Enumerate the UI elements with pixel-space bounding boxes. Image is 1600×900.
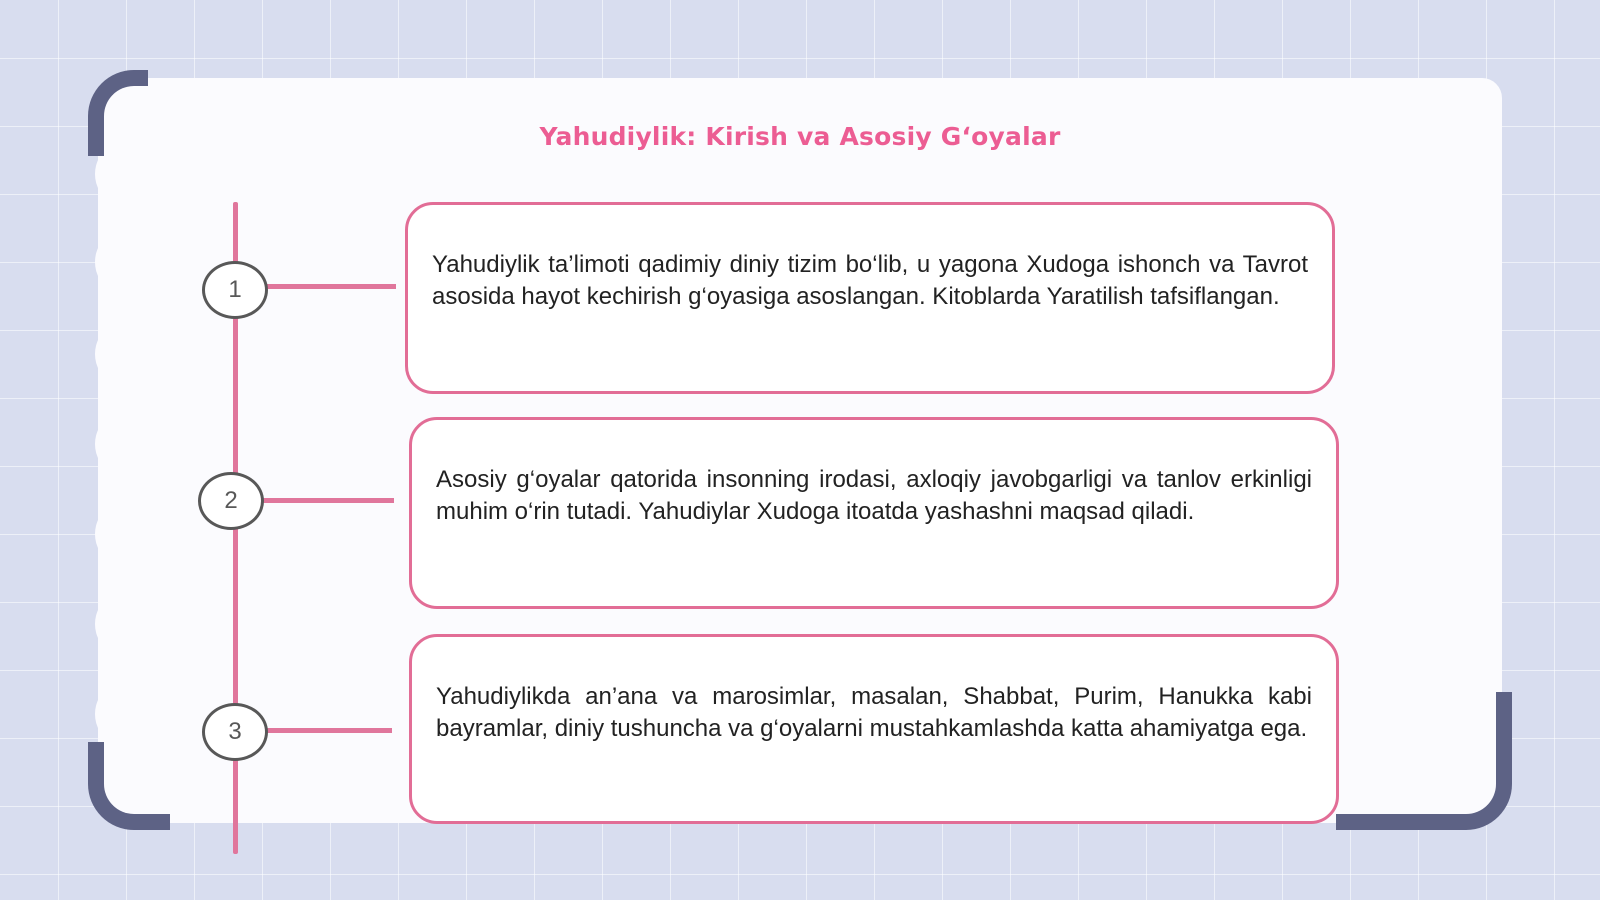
scallop-edge	[95, 238, 127, 286]
timeline-connector	[262, 498, 394, 503]
scallop-edge	[95, 600, 127, 648]
scallop-edge	[95, 150, 127, 198]
scallop-edge	[95, 330, 127, 378]
scallop-edge	[95, 690, 127, 738]
corner-bracket-bottom-right	[1336, 692, 1512, 830]
scallop-edge	[95, 420, 127, 468]
step-number-1: 1	[202, 261, 268, 319]
step-number-2: 2	[198, 472, 264, 530]
timeline-text-box-2: Asosiy g‘oyalar qatorida insonning irodasi, axloqiy javobgarligi va tanlov erkinligi muhim o‘rin tutadi. Yahudiylar Xudoga itoatda yashashni maqsad qiladi.	[409, 417, 1339, 609]
step-number-3: 3	[202, 703, 268, 761]
corner-bracket-bottom-left	[88, 742, 170, 830]
timeline-text-box-1: Yahudiylik ta’limoti qadimiy diniy tizim bo‘lib, u yagona Xudoga ishonch va Tavrot asosida hayot kechirish g‘oyasiga asoslangan. Kitoblarda Yaratilish tafsiflangan.	[405, 202, 1335, 394]
timeline-connector	[266, 284, 396, 289]
slide-title: Yahudiylik: Kirish va Asosiy Gʻoyalar	[539, 122, 1061, 151]
scallop-edge	[95, 510, 127, 558]
timeline-text-box-3: Yahudiylikda an’ana va marosimlar, masalan, Shabbat, Purim, Hanukka kabi bayramlar, diniy tushuncha va g‘oyalarni mustahkamlashda katta ahamiyatga ega.	[409, 634, 1339, 824]
timeline-connector	[266, 728, 392, 733]
